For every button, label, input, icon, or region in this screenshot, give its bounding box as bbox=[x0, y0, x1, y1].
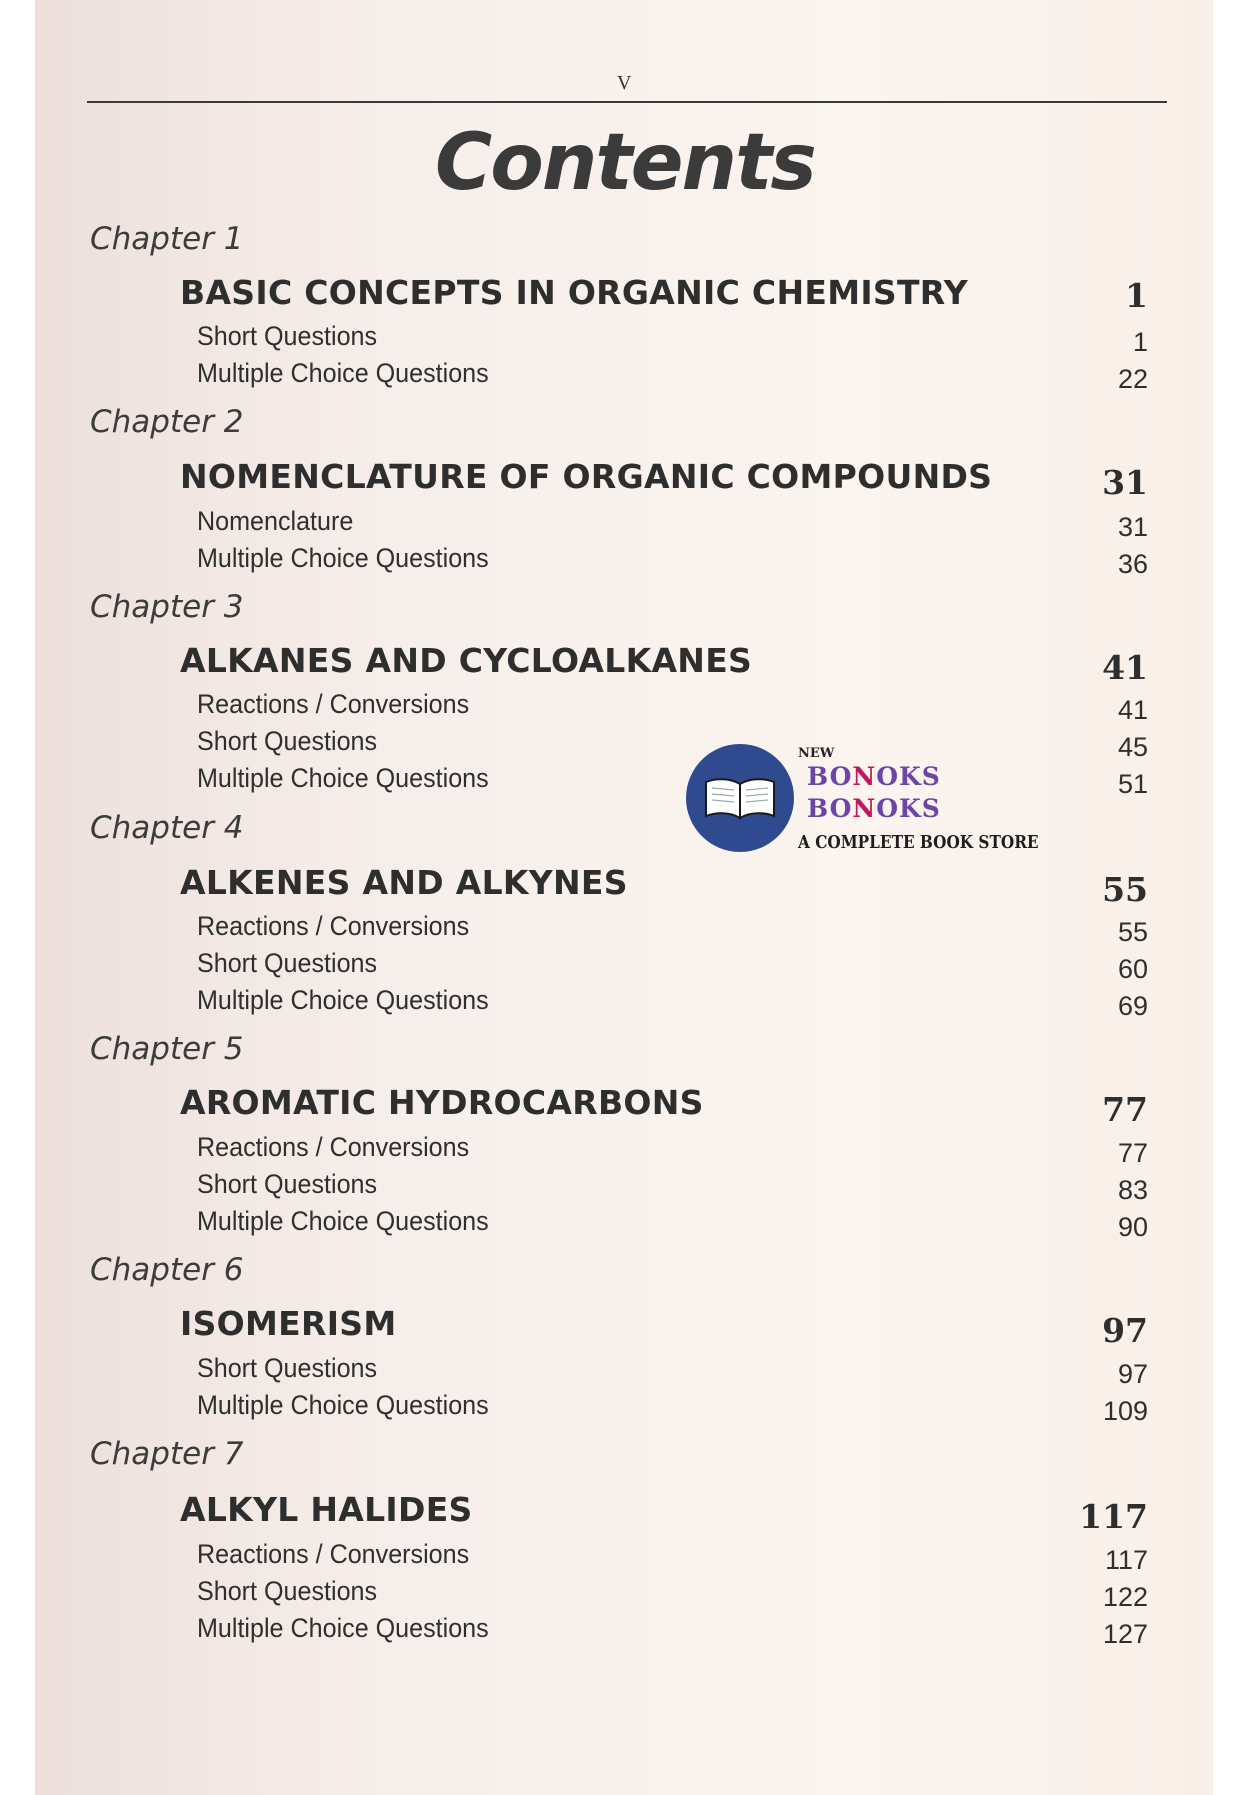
section-label: Reactions / Conversions bbox=[197, 1539, 470, 1569]
chapter-page: 55 bbox=[1102, 870, 1148, 909]
section-label: Short Questions bbox=[197, 321, 378, 351]
chapter-title: ALKYL HALIDES bbox=[180, 1490, 473, 1529]
section-page: 109 bbox=[1102, 1396, 1148, 1426]
open-book-icon bbox=[702, 774, 778, 822]
section-label: Short Questions bbox=[197, 1353, 378, 1383]
chapter-page: 1 bbox=[1125, 276, 1148, 315]
section-page: 127 bbox=[1102, 1619, 1148, 1649]
chapter-label: Chapter 3 bbox=[90, 589, 244, 625]
watermark-line-2: BONOKS bbox=[807, 794, 941, 823]
section-page: 22 bbox=[1117, 364, 1148, 394]
section-label: Multiple Choice Questions bbox=[197, 763, 489, 793]
section-label: Nomenclature bbox=[197, 506, 354, 536]
chapter-title: ALKANES AND CYCLOALKANES bbox=[180, 641, 753, 680]
page-number: V bbox=[617, 72, 632, 94]
chapter-page: 41 bbox=[1102, 648, 1148, 687]
chapter-page: 31 bbox=[1102, 463, 1148, 502]
chapter-label: Chapter 5 bbox=[90, 1031, 244, 1067]
chapter-label: Chapter 4 bbox=[90, 810, 244, 846]
section-page: 60 bbox=[1117, 954, 1148, 984]
section-page: 55 bbox=[1117, 917, 1148, 947]
chapter-title: ALKENES AND ALKYNES bbox=[180, 863, 628, 902]
section-page: 45 bbox=[1117, 732, 1148, 762]
section-page: 69 bbox=[1117, 991, 1148, 1021]
section-label: Multiple Choice Questions bbox=[197, 1613, 489, 1643]
chapter-page: 97 bbox=[1102, 1311, 1148, 1350]
chapter-label: Chapter 6 bbox=[90, 1252, 244, 1288]
section-label: Short Questions bbox=[197, 1576, 378, 1606]
chapter-title: ISOMERISM bbox=[180, 1304, 397, 1343]
section-label: Multiple Choice Questions bbox=[197, 543, 489, 573]
section-label: Multiple Choice Questions bbox=[197, 1206, 489, 1236]
section-label: Multiple Choice Questions bbox=[197, 1390, 489, 1420]
book-logo-icon bbox=[686, 744, 794, 852]
section-page: 51 bbox=[1117, 769, 1148, 799]
section-page: 36 bbox=[1117, 549, 1148, 579]
page-title: Contents bbox=[435, 118, 815, 208]
section-page: 83 bbox=[1117, 1175, 1148, 1205]
watermark-new-label: NEW bbox=[798, 746, 835, 761]
section-label: Short Questions bbox=[197, 1169, 378, 1199]
section-page: 122 bbox=[1102, 1582, 1148, 1612]
chapter-page: 117 bbox=[1079, 1497, 1148, 1536]
chapter-label: Chapter 7 bbox=[90, 1436, 244, 1472]
section-page: 41 bbox=[1117, 695, 1148, 725]
chapter-title: AROMATIC HYDROCARBONS bbox=[180, 1083, 704, 1122]
section-label: Multiple Choice Questions bbox=[197, 985, 489, 1015]
chapter-title: BASIC CONCEPTS IN ORGANIC CHEMISTRY bbox=[180, 273, 968, 312]
watermark-line-1: BONOKS bbox=[807, 762, 941, 791]
section-page: 31 bbox=[1117, 512, 1148, 542]
chapter-label: Chapter 1 bbox=[90, 221, 244, 257]
section-label: Short Questions bbox=[197, 948, 378, 978]
section-page: 90 bbox=[1117, 1212, 1148, 1242]
section-label: Multiple Choice Questions bbox=[197, 358, 489, 388]
section-label: Reactions / Conversions bbox=[197, 689, 470, 719]
chapter-page: 77 bbox=[1102, 1090, 1148, 1129]
section-page: 1 bbox=[1132, 327, 1148, 357]
header-rule bbox=[87, 101, 1167, 103]
chapter-label: Chapter 2 bbox=[90, 404, 244, 440]
chapter-title: NOMENCLATURE OF ORGANIC COMPOUNDS bbox=[180, 457, 993, 496]
section-page: 117 bbox=[1104, 1545, 1148, 1575]
section-label: Reactions / Conversions bbox=[197, 1132, 470, 1162]
bookstore-watermark bbox=[686, 744, 1056, 864]
section-label: Short Questions bbox=[197, 726, 378, 756]
section-page: 97 bbox=[1117, 1359, 1148, 1389]
document-page bbox=[35, 0, 1213, 1795]
section-label: Reactions / Conversions bbox=[197, 911, 470, 941]
section-page: 77 bbox=[1117, 1138, 1148, 1168]
watermark-tagline: A COMPLETE BOOK STORE bbox=[798, 832, 1039, 853]
